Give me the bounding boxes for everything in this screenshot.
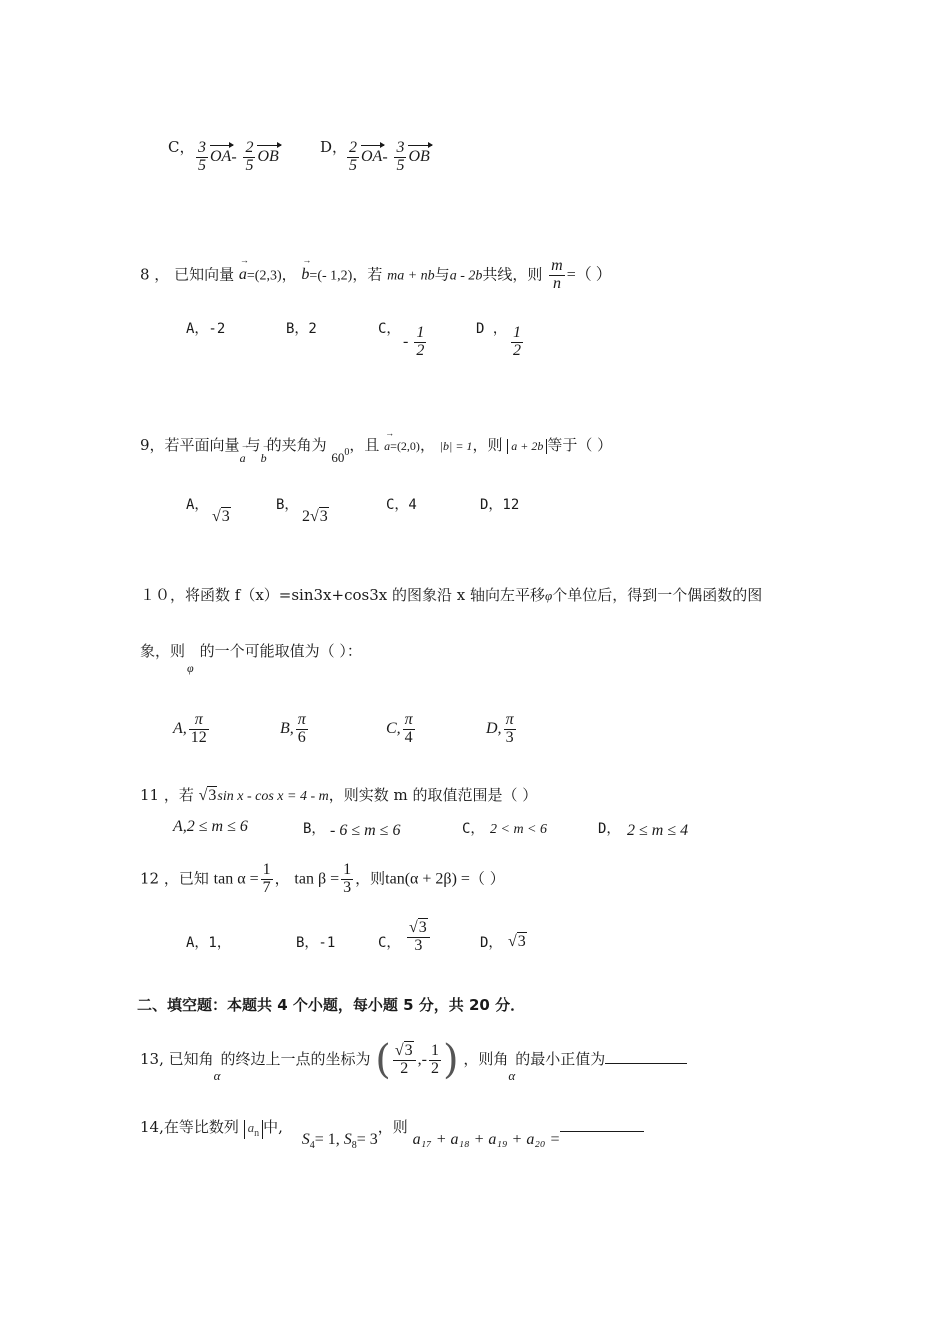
q9-text-2: 与 xyxy=(245,436,261,454)
q7-option-d-label: D， xyxy=(320,138,348,156)
q9-option-a-label: A， xyxy=(186,497,209,513)
q9-angle: $60^0$ xyxy=(331,447,350,465)
q13-number: 13, xyxy=(140,1050,164,1068)
q12-option-d-value: √3 xyxy=(508,933,526,950)
q13-text-4: 的最小正值为 xyxy=(515,1050,606,1068)
q8-text-4: 共线，则 xyxy=(482,265,543,284)
question-11 xyxy=(140,784,537,805)
q12-alpha-fraction: $\frac{1}{7}$ xyxy=(262,861,271,896)
q9-expression: a + 2b xyxy=(507,439,547,454)
q12-option-d-label: D， xyxy=(480,935,503,951)
q11-expression: sin x - cos x = 4 - m xyxy=(217,789,329,804)
q14-text-1: 在等比数列 xyxy=(163,1118,239,1136)
q8-expr-1: ma + nb xyxy=(387,268,435,284)
question-8 xyxy=(140,258,612,293)
q12-text-2: ，则 xyxy=(355,869,386,888)
question-10-line-2 xyxy=(140,640,362,675)
q8-option-c-value: - $\frac{1}{2}$ xyxy=(403,324,425,359)
q11-option-c-value: 2 < m < 6 xyxy=(490,822,548,837)
q11-option-b-label: B， xyxy=(303,821,326,837)
q9-option-d: D，12 xyxy=(480,497,520,513)
q8-option-c-label: C， xyxy=(378,321,401,337)
q13-text-1: 已知角 xyxy=(168,1050,214,1068)
q12-number: 12 ， xyxy=(140,869,179,888)
q8-option-a: A，-2 xyxy=(186,321,226,337)
q11-number: 11 ，若 xyxy=(140,786,194,804)
q8-text-1: 已知向量 xyxy=(174,265,235,284)
q11-sqrt: √3 xyxy=(198,787,217,804)
q14-answer-blank[interactable] xyxy=(560,1131,644,1132)
section-2-heading: 二、填空题：本题共 4 个小题，每小题 5 分，共 20 分． xyxy=(137,996,526,1014)
q9-a-value: =(2,0) xyxy=(390,439,420,453)
q9-text-5: ，则 xyxy=(472,436,503,454)
q7-option-c-label: C， xyxy=(168,138,195,156)
q12-tan-beta: tan β = xyxy=(294,870,340,888)
question-12 xyxy=(140,862,505,897)
q12-beta-fraction: $\frac{1}{3}$ xyxy=(343,861,352,896)
q8-b-value: =(- 1,2) xyxy=(309,268,353,284)
q8-text-2: ，若 xyxy=(352,265,383,284)
q11-option-b-value: - 6 ≤ m ≤ 6 xyxy=(330,822,401,839)
q9-sep: ， xyxy=(419,436,435,454)
q10-text-4: 的一个可能取值为（ ）： xyxy=(199,642,362,660)
q14-sequence: $a_n$ xyxy=(244,1120,264,1139)
q8-expr-2: a - 2b xyxy=(449,268,483,284)
q8-fraction-mn: $\frac{m}{n}$ xyxy=(551,257,563,292)
q8-vector-b: b → xyxy=(301,266,309,284)
question-9 xyxy=(140,434,613,465)
q9-vector-a: a → xyxy=(240,451,246,466)
q12-sep: ， xyxy=(274,869,290,888)
q13-coordinate: ( $\frac{√3}{2}$ ,- $\frac{1}{2}$ ) xyxy=(375,1037,459,1083)
q10-text-2: 个单位后，得到一个偶函数的图 xyxy=(552,586,763,604)
q11-option-c-label: C， xyxy=(462,821,485,837)
q9-b-magnitude: |b| = 1 xyxy=(439,439,473,453)
question-10-line-1 xyxy=(140,584,762,605)
q10-phi: φ xyxy=(544,588,553,603)
q8-option-b: B，2 xyxy=(286,321,317,337)
q12-tan-alpha: tan α = xyxy=(213,870,259,888)
q13-text-3: ，则角 xyxy=(463,1050,509,1068)
q10-phi-2: φ xyxy=(187,661,194,675)
q10-option-d: D, $\frac{\pi}{3}$ xyxy=(486,711,514,746)
q12-text-1: 已知 xyxy=(178,869,209,888)
q14-text-2: 中, xyxy=(263,1118,283,1136)
q8-option-d-value: $\frac{1}{2}$ xyxy=(513,324,521,359)
q9-number: 9， xyxy=(140,436,165,454)
q13-answer-blank[interactable] xyxy=(605,1063,687,1064)
q8-number: 8 ， xyxy=(140,265,170,284)
q8-answer-paren: =（ ） xyxy=(566,266,612,284)
q12-option-a: A，1， xyxy=(186,935,231,951)
q8-option-d-label: D ， xyxy=(476,321,507,337)
q9-option-a-value: √3 xyxy=(212,508,230,525)
q9-vector-a2: a → xyxy=(384,439,390,454)
q10-option-a: A, $\frac{\pi}{12}$ xyxy=(173,711,207,746)
q9-text-4: ，且 xyxy=(349,436,380,454)
q10-text-3: 象，则 xyxy=(140,642,186,660)
q9-vector-b: b → xyxy=(261,451,267,466)
q12-expression: tan(α + 2β) = xyxy=(385,870,470,888)
q9-text-3: 的夹角为 xyxy=(266,436,327,454)
q12-option-c-label: C， xyxy=(378,935,401,951)
q11-text-2: ，则实数 m 的取值范围是（ ） xyxy=(328,786,538,804)
q8-vector-a: a → xyxy=(239,266,247,284)
q11-option-d-label: D， xyxy=(598,821,621,837)
q10-text-1: １０，将函数 f（x）=sin3x+cos3x 的图象沿 x 轴向左平移 xyxy=(140,586,545,604)
q9-option-b-value: 2√3 xyxy=(302,508,328,525)
q11-option-a: A,2 ≤ m ≤ 6 xyxy=(173,818,248,835)
q8-sep: ， xyxy=(281,265,297,284)
q10-option-c: C, $\frac{\pi}{4}$ xyxy=(386,711,413,746)
q12-option-c-value: $\frac{√3}{3}$ xyxy=(405,920,432,955)
q13-alpha-2: α xyxy=(508,1068,516,1083)
q14-text-3: ，则 xyxy=(377,1118,408,1136)
q14-sum-expression: a₁₇ + a₁₈ + a₁₉ + a₂₀ = xyxy=(412,1131,561,1148)
q8-a-value: =(2,3) xyxy=(246,268,282,284)
q11-option-d-value: 2 ≤ m ≤ 4 xyxy=(627,822,689,839)
q9-option-c: C，4 xyxy=(386,497,417,513)
question-13 xyxy=(140,1037,687,1083)
q13-alpha: α xyxy=(213,1068,221,1083)
q9-text-1: 若平面向量 xyxy=(164,436,240,454)
q9-option-b-label: B， xyxy=(276,497,299,513)
q7-option-d-expr: $\frac{2}{5}$ OA- $\frac{3}{5}$ OB xyxy=(349,139,430,174)
q13-text-2: 的终边上一点的坐标为 xyxy=(220,1050,371,1068)
q10-option-b: B, $\frac{\pi}{6}$ xyxy=(280,711,306,746)
q12-option-b: B，-1 xyxy=(296,935,336,951)
q14-given: $S_4= 1$, $S_8= 3$ xyxy=(301,1131,378,1151)
q8-text-3: 与 xyxy=(434,265,450,284)
q9-text-6: 等于（ ） xyxy=(547,436,613,454)
q7-option-c-expr: $\frac{3}{5}$ OA- $\frac{2}{5}$ OB xyxy=(198,139,279,174)
q14-number: 14, xyxy=(140,1118,164,1136)
question-14 xyxy=(140,1116,644,1151)
q12-text-3: （ ） xyxy=(469,869,505,888)
